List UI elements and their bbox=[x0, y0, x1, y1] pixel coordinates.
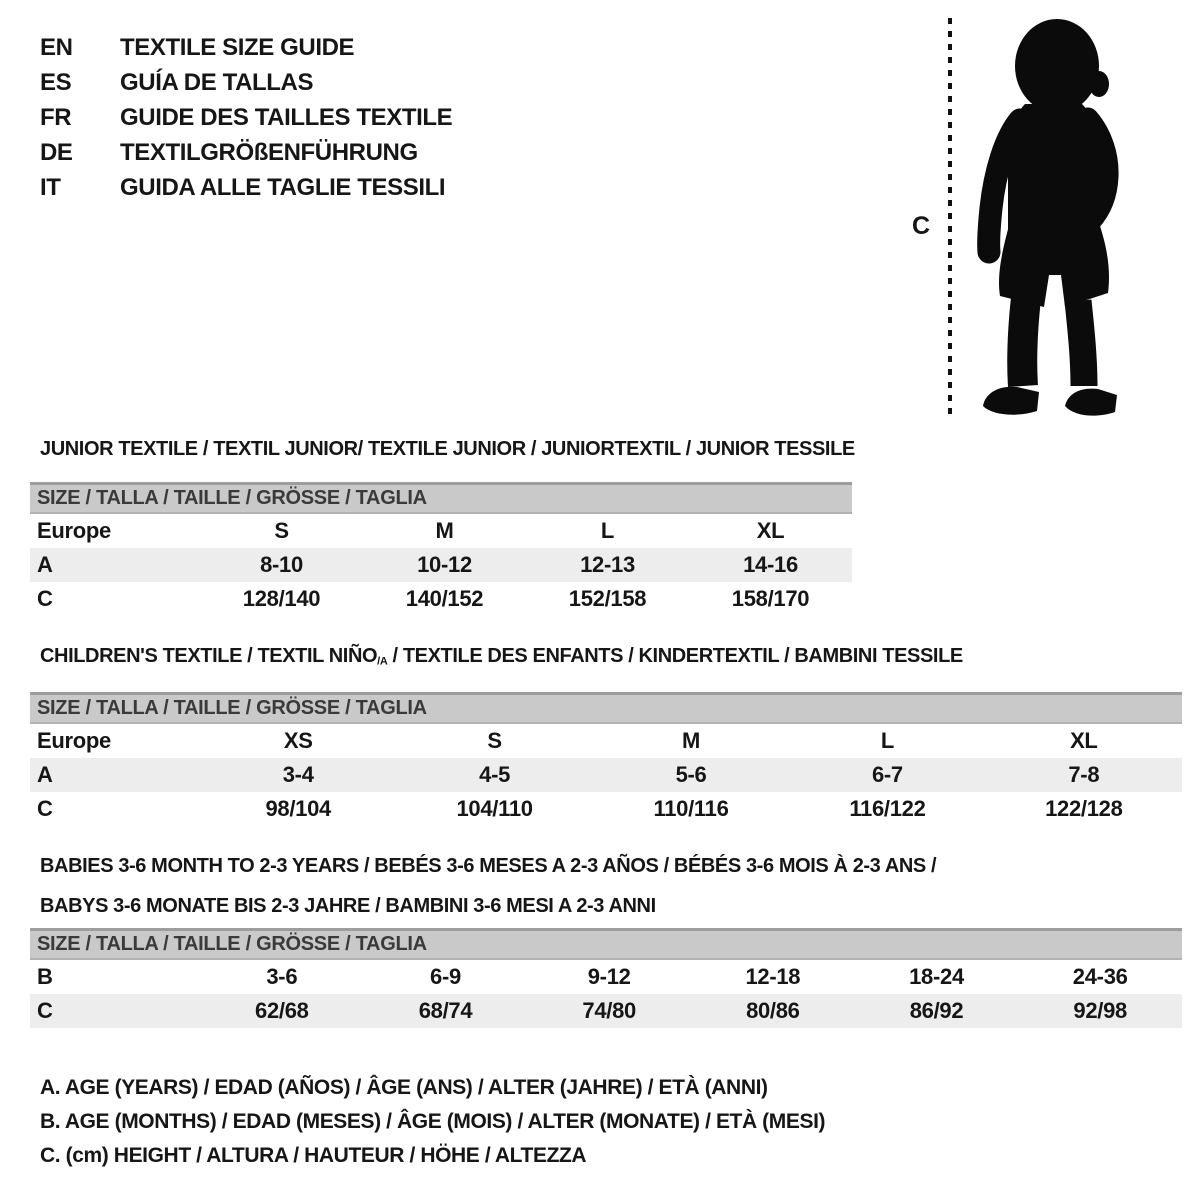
table-row-height bbox=[30, 994, 1182, 1028]
language-row bbox=[40, 65, 452, 100]
column-header: XL bbox=[756, 518, 785, 543]
value-cell: 80/86 bbox=[746, 998, 800, 1023]
table-row-region bbox=[30, 724, 1182, 758]
babies-section-title bbox=[40, 846, 936, 926]
children-title-subscript: /A bbox=[377, 655, 388, 668]
language-code: EN bbox=[40, 33, 73, 61]
value-cell: 5-6 bbox=[675, 762, 707, 787]
legend-line-c: C. (cm) HEIGHT / ALTURA / HAUTEUR / HÖHE / ALTEZZA bbox=[40, 1144, 587, 1167]
value-cell: 104/110 bbox=[456, 796, 533, 821]
value-cell: 18-24 bbox=[909, 964, 964, 989]
row-label: Europe bbox=[37, 518, 111, 543]
language-code: IT bbox=[40, 173, 61, 201]
table-row-height bbox=[30, 792, 1182, 826]
row-label: B bbox=[37, 964, 53, 989]
value-cell: 122/128 bbox=[1045, 796, 1123, 821]
value-cell: 110/116 bbox=[653, 796, 729, 821]
table-row-age-months bbox=[30, 960, 1182, 994]
language-row bbox=[40, 30, 452, 65]
value-cell: 92/98 bbox=[1073, 998, 1127, 1023]
value-cell: 9-12 bbox=[587, 964, 631, 989]
table-row-height bbox=[30, 582, 852, 616]
row-label: C bbox=[37, 586, 53, 611]
value-cell: 10-12 bbox=[417, 552, 472, 577]
column-header: XL bbox=[1070, 728, 1098, 753]
table-row-age bbox=[30, 758, 1182, 792]
babies-title-line2: BABYS 3-6 MONATE BIS 2-3 JAHRE / BAMBINI 3-6 MESI A 2-3 ANNI bbox=[40, 895, 656, 917]
column-header: XS bbox=[283, 728, 313, 753]
babies-size-table bbox=[30, 928, 1182, 1028]
children-title-text: / TEXTILE DES ENFANTS / KINDERTEXTIL / BAMBINI TESSILE bbox=[387, 645, 963, 667]
children-section-title bbox=[40, 645, 963, 668]
value-cell: 98/104 bbox=[265, 796, 331, 821]
column-header: L bbox=[600, 518, 615, 543]
value-cell: 62/68 bbox=[255, 998, 309, 1023]
table-row-region bbox=[30, 514, 852, 548]
value-cell: 152/158 bbox=[568, 586, 647, 611]
legend-line-a: A. AGE (YEARS) / EDAD (AÑOS) / ÂGE (ANS) / ALTER (JAHRE) / ETÀ (ANNI) bbox=[40, 1076, 768, 1099]
size-header-bar: SIZE / TALLA / TAILLE / GRÖSSE / TAGLIA bbox=[30, 482, 852, 514]
legend-line-b: B. AGE (MONTHS) / EDAD (MESES) / ÂGE (MOIS) / ALTER (MONATE) / ETÀ (MESI) bbox=[40, 1110, 826, 1133]
language-title: GUIDA ALLE TAGLIE TESSILI bbox=[120, 173, 446, 201]
language-title: TEXTILGRÖßENFÜHRUNG bbox=[120, 138, 418, 166]
column-header: M bbox=[435, 518, 454, 543]
language-row bbox=[40, 135, 452, 170]
value-cell: 3-6 bbox=[266, 964, 298, 989]
height-measure-label: C bbox=[912, 212, 931, 240]
value-cell: 128/140 bbox=[242, 586, 321, 611]
value-cell: 7-8 bbox=[1068, 762, 1100, 787]
value-cell: 12-13 bbox=[580, 552, 635, 577]
junior-section-title: JUNIOR TEXTILE / TEXTIL JUNIOR/ TEXTILE JUNIOR / JUNIORTEXTIL / JUNIOR TESSILE bbox=[40, 438, 855, 460]
language-title: GUIDE DES TAILLES TEXTILE bbox=[120, 103, 453, 131]
value-cell: 12-18 bbox=[745, 964, 801, 989]
value-cell: 24-36 bbox=[1072, 964, 1128, 989]
junior-size-table bbox=[30, 482, 852, 616]
size-header-bar: SIZE / TALLA / TAILLE / GRÖSSE / TAGLIA bbox=[30, 692, 1182, 724]
value-cell: 68/74 bbox=[418, 998, 473, 1023]
language-row bbox=[40, 100, 452, 135]
value-cell: 158/170 bbox=[731, 586, 810, 611]
value-cell: 6-7 bbox=[871, 762, 903, 787]
language-code: DE bbox=[40, 138, 73, 166]
row-label: A bbox=[37, 762, 53, 787]
language-title-list bbox=[40, 30, 452, 205]
language-title: GUÍA DE TALLAS bbox=[120, 68, 314, 96]
value-cell: 14-16 bbox=[743, 552, 798, 577]
row-label: C bbox=[37, 998, 53, 1023]
babies-title-line1: BABIES 3-6 MONTH TO 2-3 YEARS / BEBÉS 3-6 MESES A 2-3 AÑOS / BÉBÉS 3-6 MOIS À 2-3 ANS / bbox=[40, 855, 937, 877]
value-cell: 86/92 bbox=[909, 998, 964, 1023]
value-cell: 74/80 bbox=[582, 998, 636, 1023]
language-title: TEXTILE SIZE GUIDE bbox=[120, 33, 355, 61]
value-cell: 116/122 bbox=[849, 796, 926, 821]
table-row-age bbox=[30, 548, 852, 582]
children-size-table bbox=[30, 692, 1182, 826]
children-title-text: CHILDREN'S TEXTILE / TEXTIL NIÑO bbox=[40, 645, 378, 667]
value-cell: 6-9 bbox=[430, 964, 461, 989]
value-cell: 3-4 bbox=[282, 762, 314, 787]
language-row bbox=[40, 170, 452, 205]
toddler-silhouette-icon bbox=[965, 14, 1145, 424]
column-header: S bbox=[274, 518, 289, 543]
row-label: A bbox=[37, 552, 53, 577]
value-cell: 140/152 bbox=[405, 586, 484, 611]
value-cell: 8-10 bbox=[260, 552, 303, 577]
measurement-legend bbox=[40, 1071, 825, 1173]
size-header-bar: SIZE / TALLA / TAILLE / GRÖSSE / TAGLIA bbox=[30, 928, 1182, 960]
language-code: FR bbox=[40, 103, 72, 131]
language-code: ES bbox=[40, 68, 72, 96]
height-measure-dashed-line bbox=[946, 16, 954, 418]
column-header: S bbox=[487, 728, 502, 753]
value-cell: 4-5 bbox=[479, 762, 511, 787]
column-header: M bbox=[682, 728, 701, 753]
column-header: L bbox=[880, 728, 894, 753]
row-label: Europe bbox=[37, 728, 111, 753]
row-label: C bbox=[37, 796, 53, 821]
